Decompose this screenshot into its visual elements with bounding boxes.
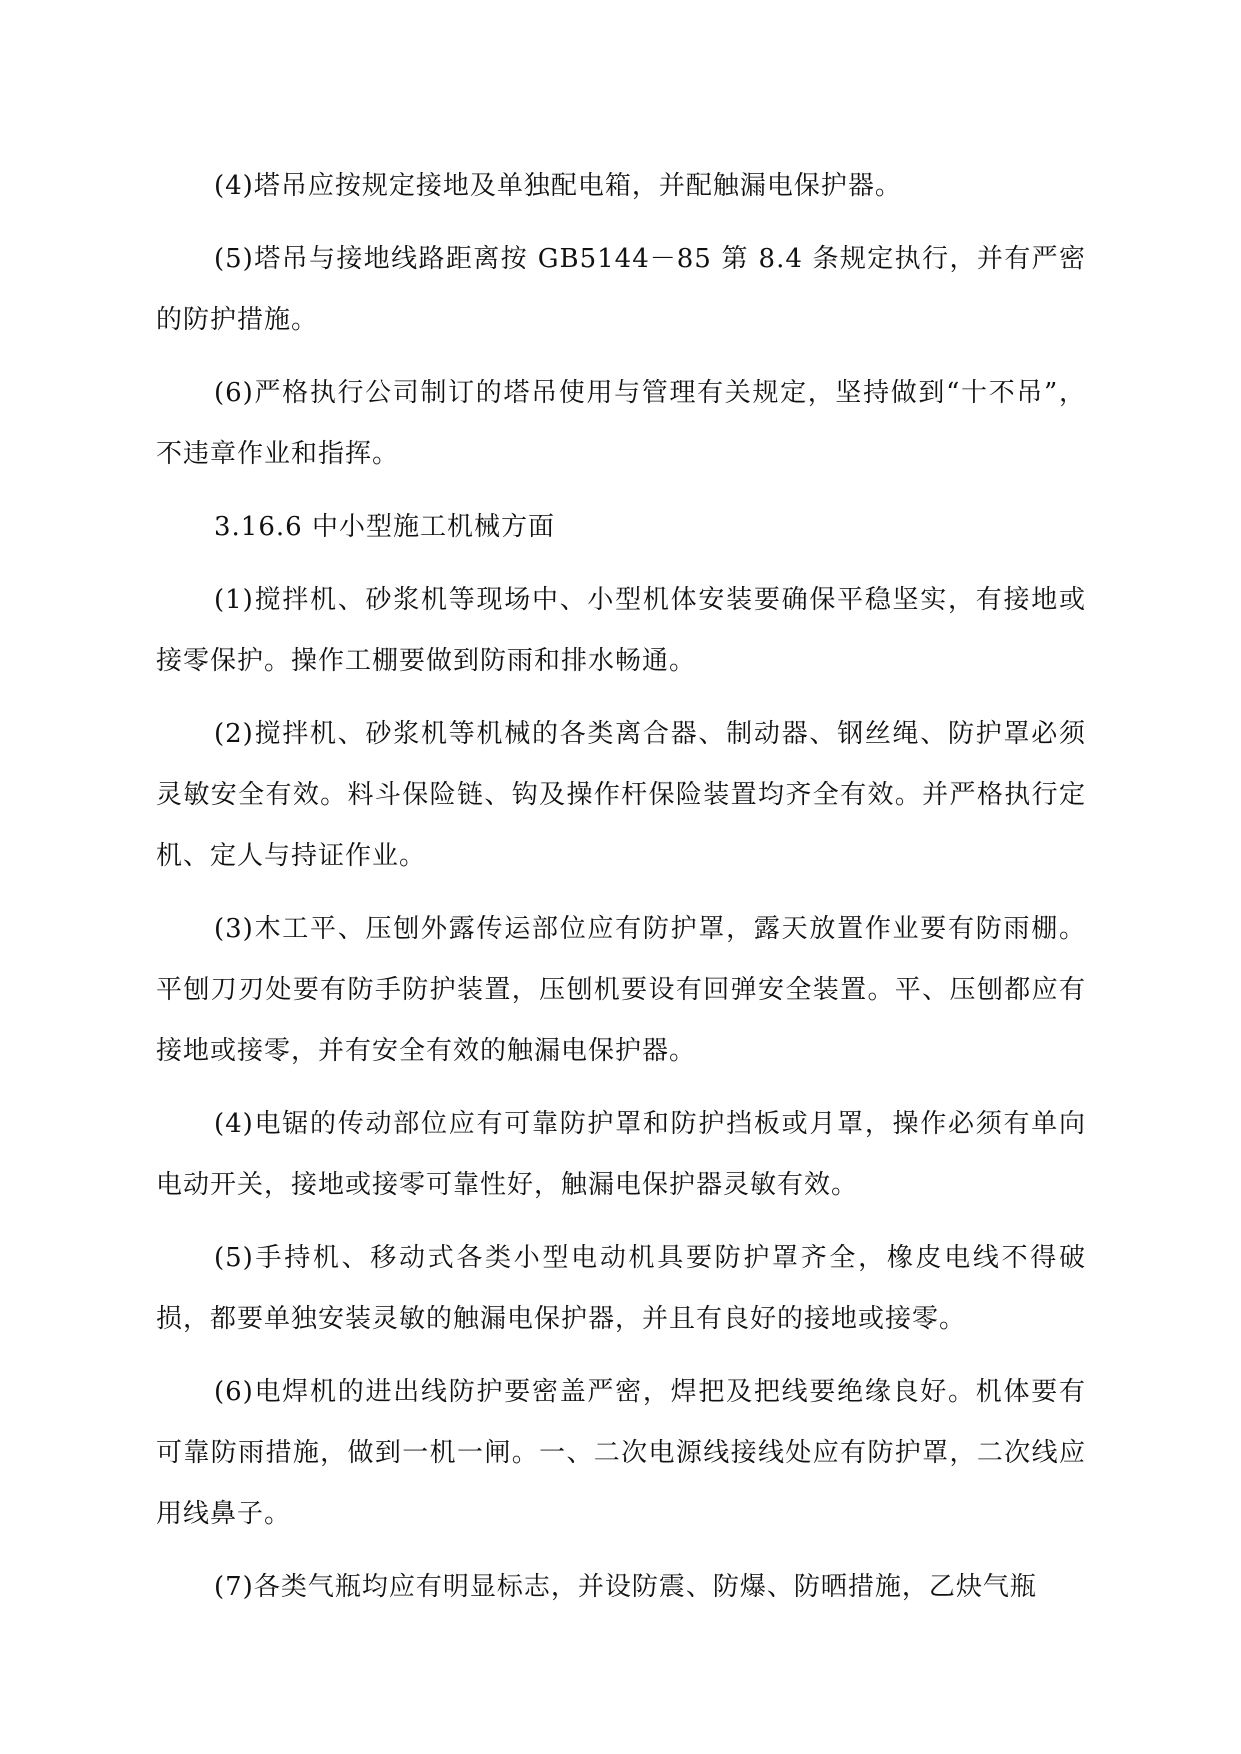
paragraph-mixer-installation: (1)搅拌机、砂浆机等现场中、小型机体安装要确保平稳坚实，有接地或接零保护。操作工棚要做到防雨和排水畅通。 [156, 585, 1086, 676]
paragraph-tower-crane-distance: (5)塔吊与接地线路距离按 GB5144－85 第 8.4 条规定执行，并有严密的防护措施。 [156, 244, 1086, 335]
paragraph-tower-crane-rules: (6)严格执行公司制订的塔吊使用与管理有关规定，坚持做到“十不吊”，不违章作业和指挥。 [156, 378, 1086, 469]
document-body [156, 156, 1086, 1630]
paragraph-electric-saw: (4)电锯的传动部位应有可靠防护罩和防护挡板或月罩，操作必须有单向电动开关，接地或接零可靠性好，触漏电保护器灵敏有效。 [156, 1109, 1086, 1200]
paragraph-welding-machine: (6)电焊机的进出线防护要密盖严密，焊把及把线要绝缘良好。机体要有可靠防雨措施，做到一机一闸。一、二次电源线接线处应有防护罩，二次线应用线鼻子。 [156, 1377, 1086, 1529]
paragraph-gas-cylinders: (7)各类气瓶均应有明显标志，并设防震、防爆、防晒措施，乙炔气瓶 [214, 1572, 1037, 1602]
paragraph-handheld-tools: (5)手持机、移动式各类小型电动机具要防护罩齐全，橡皮电线不得破损，都要单独安装灵敏的触漏电保护器，并且有良好的接地或接零。 [156, 1243, 1086, 1334]
paragraph-mixer-safety: (2)搅拌机、砂浆机等机械的各类离合器、制动器、钢丝绳、防护罩必须灵敏安全有效。料斗保险链、钩及操作杆保险装置均齐全有效。并严格执行定机、定人与持证作业。 [156, 719, 1086, 871]
paragraph-tower-crane-grounding: (4)塔吊应按规定接地及单独配电箱，并配触漏电保护器。 [214, 171, 902, 201]
section-heading: 3.16.6 中小型施工机械方面 [214, 512, 555, 542]
paragraph-planer: (3)木工平、压刨外露传运部位应有防护罩，露天放置作业要有防雨棚。平刨刀刃处要有防手防护装置，压刨机要设有回弹安全装置。平、压刨都应有接地或接零，并有安全有效的触漏电保护器。 [156, 914, 1086, 1066]
